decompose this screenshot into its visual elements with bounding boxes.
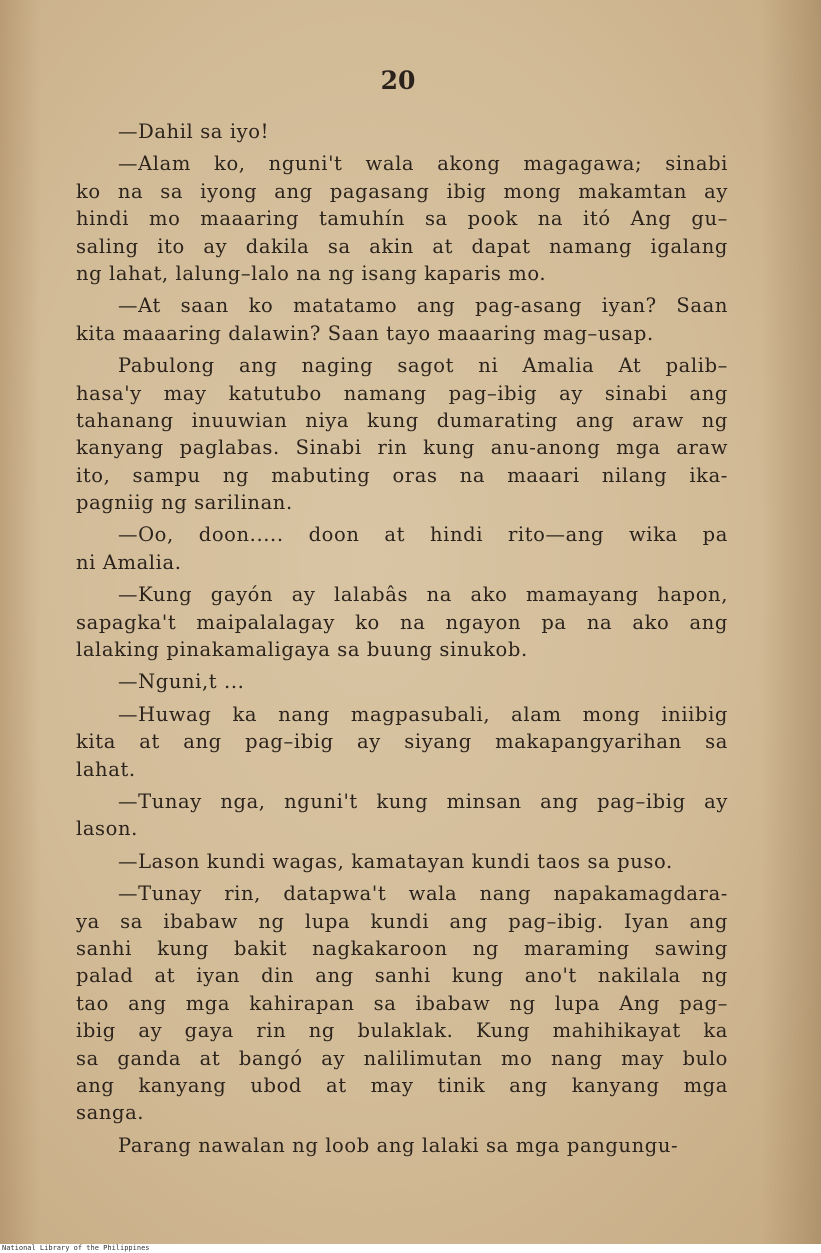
paragraph	[76, 1132, 728, 1159]
paragraph	[76, 118, 728, 145]
text-line: pagniig ng sarilinan.	[76, 491, 293, 515]
text-line: hindi mo maaaring tamuhín sa pook na itó Ang gu–	[76, 207, 728, 231]
paragraph	[76, 521, 728, 576]
text-line: ni Amalia.	[76, 550, 182, 574]
paper-edge-shadow-left	[0, 0, 40, 1244]
text-line: lason.	[76, 817, 138, 841]
text-line: palad at iyan din ang sanhi kung ano't nakilala ng	[76, 964, 728, 988]
text-line: —Kung gayón ay lalabâs na ako mamayang hapon,	[118, 583, 728, 607]
paragraph	[76, 701, 728, 783]
text-line: —Nguni,t ...	[118, 670, 245, 694]
text-line: sa ganda at bangó ay nalilimutan mo nang may bulo	[76, 1046, 728, 1070]
paper-edge-shadow-right	[761, 0, 821, 1244]
body-text	[76, 118, 728, 1159]
text-line: kanyang paglabas. Sinabi rin kung anu-anong mga araw	[76, 436, 728, 460]
text-line: ito, sampu ng mabuting oras na maaari nilang ika-	[76, 463, 728, 487]
text-line: hasa'y may katutubo namang pag–ibig ay sinabi ang	[76, 381, 728, 405]
text-line: kita at ang pag–ibig ay siyang makapangyarihan sa	[76, 730, 728, 754]
text-line: sanhi kung bakit nagkakaroon ng maraming sawing	[76, 936, 728, 960]
text-line: —At saan ko matatamo ang pag-asang iyan? Saan	[118, 294, 728, 318]
paragraph	[76, 788, 728, 843]
text-line: sapagka't maipalalagay ko na ngayon pa na ako ang	[76, 610, 728, 634]
text-line: lahat.	[76, 757, 136, 781]
text-line: ko na sa iyong ang pagasang ibig mong makamtan ay	[76, 179, 728, 203]
text-line: ng lahat, lalung–lalo na ng isang kaparis mo.	[76, 261, 547, 285]
text-line: kita maaaring dalawin? Saan tayo maaaring mag–usap.	[76, 321, 654, 345]
text-line: —Oo, doon..... doon at hindi rito—ang wika pa	[118, 523, 728, 547]
text-line: —Lason kundi wagas, kamatayan kundi taos sa puso.	[118, 849, 673, 873]
footer-bar	[0, 1244, 821, 1253]
text-line: —Huwag ka nang magpasubali, alam mong iniibig	[118, 702, 728, 726]
text-line: Pabulong ang naging sagot ni Amalia At palib–	[118, 354, 728, 378]
paragraph	[76, 352, 728, 516]
text-line: saling ito ay dakila sa akin at dapat namang igalang	[76, 234, 728, 258]
paragraph	[76, 581, 728, 663]
text-line: ibig ay gaya rin ng bulaklak. Kung mahihikayat ka	[76, 1019, 728, 1043]
paragraph	[76, 150, 728, 287]
text-line: ang kanyang ubod at may tinik ang kanyang mga	[76, 1073, 728, 1097]
paragraph	[76, 848, 728, 875]
text-line: —Dahil sa iyo!	[118, 120, 270, 143]
text-line: Parang nawalan ng loob ang lalaki sa mga pangungu-	[118, 1133, 679, 1157]
text-line: —Tunay rin, datapwa't wala nang napakamagdara-	[118, 882, 728, 906]
text-line: sanga.	[76, 1101, 145, 1125]
footer-credit: National Library of the Philippines	[2, 1244, 150, 1252]
page-number: 20	[380, 66, 416, 95]
paragraph	[76, 668, 728, 695]
text-line: tahanang inuuwian niya kung dumarating ang araw ng	[76, 408, 728, 432]
paragraph	[76, 880, 728, 1127]
text-line: ya sa ibabaw ng lupa kundi ang pag–ibig. Iyan ang	[76, 909, 728, 933]
paragraph	[76, 292, 728, 347]
text-line: lalaking pinakamaligaya sa buung sinukob.	[76, 638, 528, 662]
text-line: —Alam ko, nguni't wala akong magagawa; sinabi	[118, 152, 728, 176]
text-line: —Tunay nga, nguni't kung minsan ang pag–ibig ay	[118, 789, 728, 813]
text-line: tao ang mga kahirapan sa ibabaw ng lupa Ang pag–	[76, 991, 728, 1015]
